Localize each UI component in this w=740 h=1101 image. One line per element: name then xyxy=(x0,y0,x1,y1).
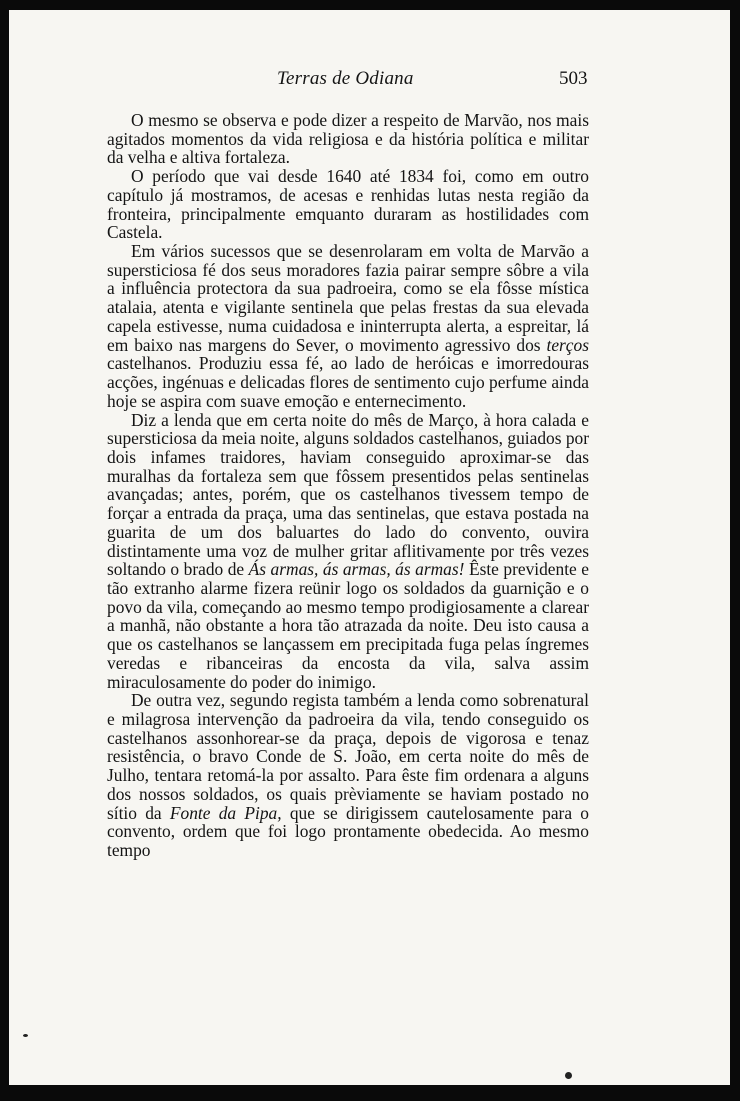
italic-run: terços xyxy=(546,334,589,355)
text-run: que se dirigissem cautelosamente para o convento, ordem que foi logo prontamente obedecida. Ao mesmo tempo xyxy=(107,802,590,861)
text-run: Em vários sucessos que se desenrolaram em volta de Marvão a supersticiosa fé dos seus moradores fazia pairar sempre sôbre a vila a influência protectora da sua padroeira, como se ela fôsse mística atalaia, atenta e vigilante sentinela que pelas frestas da sua elevada capela estivesse, numa cuidadosa e ininterrupta alerta, a espreitar, lá em baixo nas margens do Sever, o movimento agressivo dos xyxy=(107,241,589,355)
text-run: Diz a lenda que em certa noite do mês de Março, à hora calada e supersticiosa da meia noite, alguns soldados castelhanos, guiados por dois infames traidores, haviam conseguido aproximar-se das muralhas da fortaleza sem que fôssem presentidos pelas sentinelas avançadas; antes, porém, que os castelhanos tivessem tempo de forçar a entrada da praça, uma das sentinelas, que estava postada na guarita de um dos baluartes do lado do convento, ouvira distintamente uma voz de mulher gritar aflitivamente por três vezes soltando o brado de xyxy=(107,409,590,580)
body-text xyxy=(107,111,589,860)
italic-run: Ás armas, ás armas, ás armas! xyxy=(248,559,465,580)
text-run: Êste previdente e tão extranho alarme fizera reünir logo os soldados da guarnição e o povo da vila, começando ao mesmo tempo prodigiosamente a clarear a manhã, não obstante a hora tão atrazada da noite. Deu isto causa a que os castelhanos se lançassem em precipitada fuga pelas íngremes veredas e ribanceiras da encosta da vila, salva assim miraculosamente do poder do inimigo. xyxy=(107,559,589,692)
text-run: O período que vai desde 1640 até 1834 foi, como em outro capítulo já mostramos, de acesas e renhidas lutas nesta região da fronteira, principalmente emquanto duraram as hostilidades com Castela. xyxy=(107,166,589,243)
scan-speck xyxy=(23,1034,28,1037)
text-run: De outra vez, segundo regista também a lenda como sobrenatural e milagrosa intervenção da padroeira da vila, tendo conseguido os castelhanos assonhorear-se da praça, depois de vigorosa e tenaz resistência, o bravo Conde de S. João, em certa noite do mês de Julho, tentara retomá-la por assalto. Para êste fim ordenara a alguns dos nossos soldados, os quais prèviamente se haviam postado no sítio da xyxy=(107,690,589,823)
text-run: castelhanos. Produziu essa fé, ao lado de heróicas e imorredouras acções, ingénuas e delicadas flores de sentimento cujo perfume ainda hoje se aspira com suave emoção e enternecimento. xyxy=(107,353,589,411)
book-page xyxy=(9,10,730,1085)
paragraph xyxy=(107,242,589,410)
italic-run: Fonte da Pipa, xyxy=(169,802,282,823)
scan-speck xyxy=(565,1072,572,1079)
paragraph xyxy=(107,411,589,692)
paragraph xyxy=(107,167,589,242)
text-run: O mesmo se observa e pode dizer a respeito de Marvão, nos mais agitados momentos da vida religiosa e da história política e militar da velha e altiva fortaleza. xyxy=(107,110,589,168)
page-header xyxy=(9,68,730,94)
page-number: 503 xyxy=(559,68,588,89)
running-title: Terras de Odiana xyxy=(277,68,414,89)
paragraph xyxy=(107,111,589,167)
paragraph xyxy=(107,691,589,859)
